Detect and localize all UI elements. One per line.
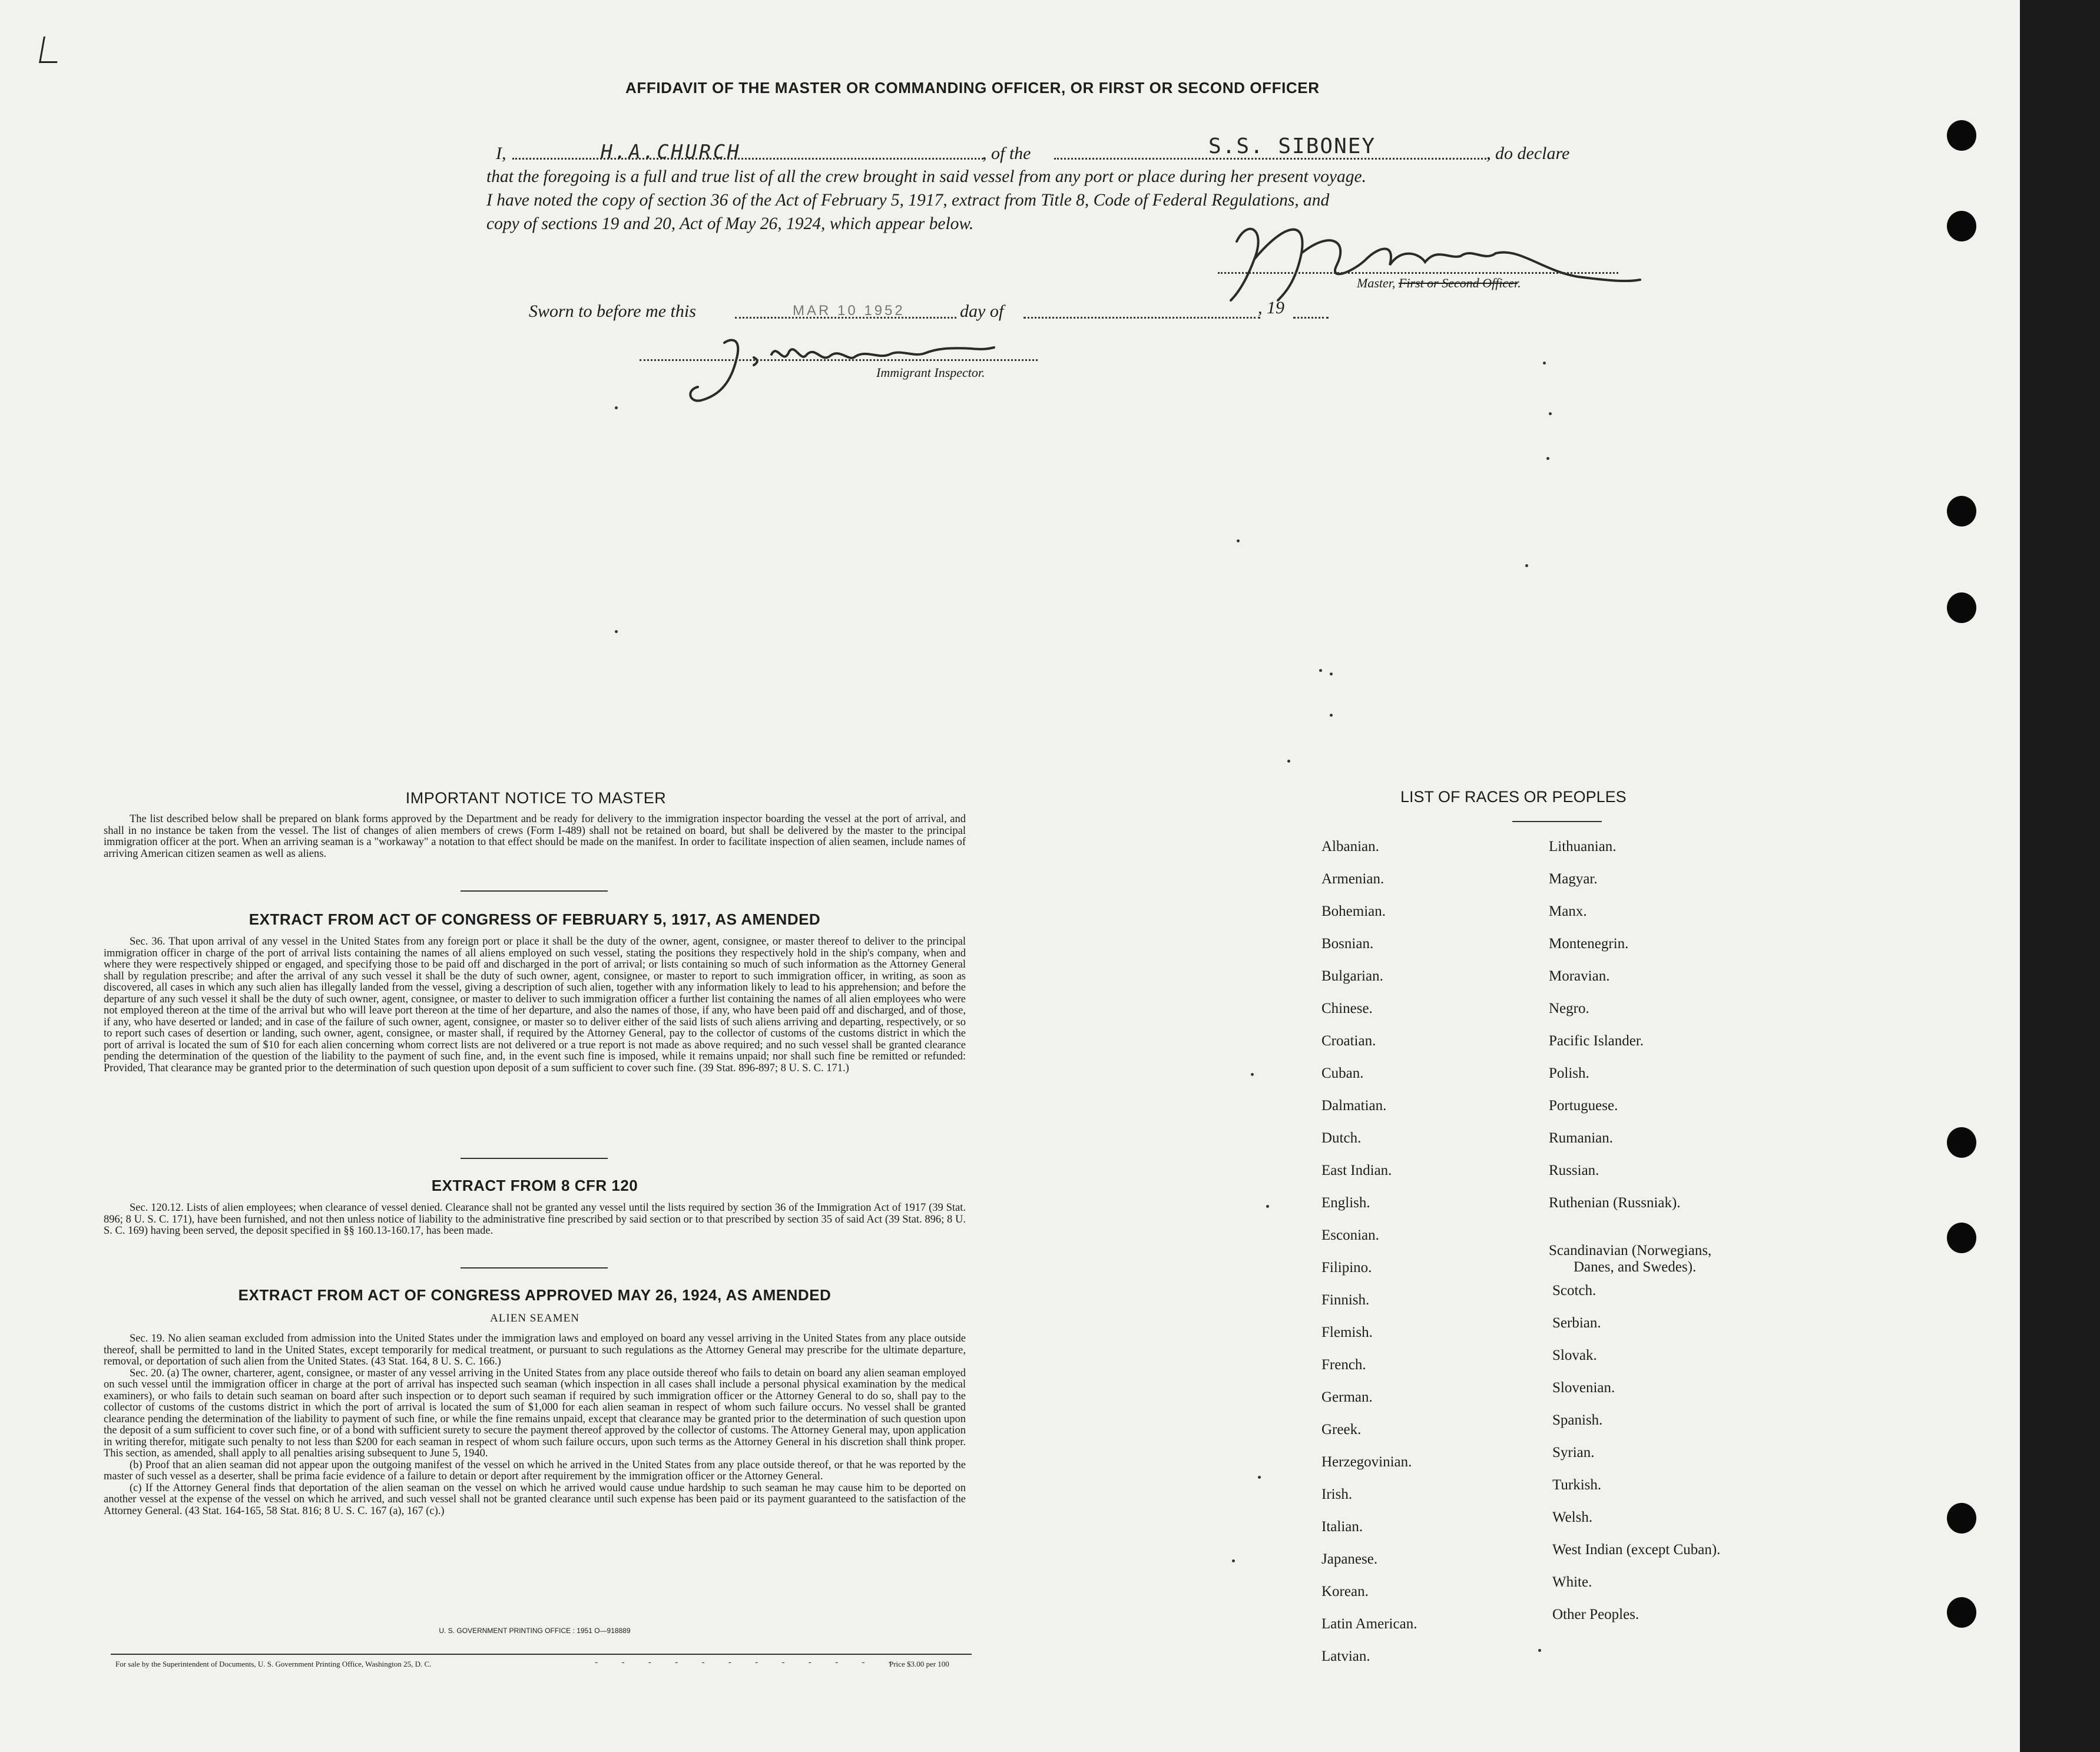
race-item: Manx. [1549,903,1587,919]
race-item: Italian. [1321,1519,1363,1535]
race-item: Scandinavian (Norwegians, [1549,1243,1712,1258]
do-declare-label: , do declare [1486,144,1570,163]
divider [461,1158,608,1159]
race-item: Russian. [1549,1163,1599,1178]
race-item: Latvian. [1321,1648,1370,1664]
alien-seamen-subheading: ALIEN SEAMEN [490,1312,579,1324]
speck [1266,1205,1269,1208]
footer-rule [111,1654,972,1655]
master-signature-image [1213,206,1649,306]
race-item: White. [1552,1574,1592,1590]
caption-struck: First or Second Officer [1398,276,1518,290]
race-item: Croatian. [1321,1033,1376,1049]
race-item: Moravian. [1549,968,1610,984]
inspector-caption: Immigrant Inspector. [876,365,985,380]
speck [1549,412,1552,415]
vessel-name-field[interactable]: S.S. SIBONEY [1208,134,1376,158]
day-of-label: day of [960,302,1004,321]
sec-19: Sec. 19. No alien seaman excluded from admission into the United States under the immigration laws and employed on board any vessel arriving in the United States from any place outside thereof, shall be permitted to land in the United States, except temporarily for medical treatment, or pursuant to such regulations as the Attorney General may prescribe for the ultimate departure, removal, or deportation of such alien from the United States. (43 Stat. 164, 8 U. S. C. 166.) [104,1333,966,1367]
race-item: Scotch. [1552,1283,1596,1299]
notice-heading: IMPORTANT NOTICE TO MASTER [405,789,667,807]
race-item: Negro. [1549,1001,1589,1016]
race-item: Syrian. [1552,1445,1595,1460]
race-item: Bohemian. [1321,903,1386,919]
signature-text [1331,241,1367,250]
extract-1917-body: Sec. 36. That upon arrival of any vessel in the United States from any foreign port or place it shall be the duty of the owner, agent, consignee, or master thereof to deliver to the principal immigration officer in charge of the port of arrival lists containing the names of all aliens employed on such vessel, stating the positions they respectively hold in the ship's company, when and where they were respectively shipped or engaged, and specifying those to be paid off and discharged in the port of arrival; or lists containing so much of such information as the Attorney General shall by regulation prescribe; and after the arrival of any such vessel it shall be the duty of such owner, agent, consignee, or master to report to such immigration officer, in writing, as soon as discovered, all cases in which any such alien has illegally landed from the vessel, giving a description of such alien, together with any information likely to lead to his apprehension; and before the departure of any such vessel it shall be the duty of such owner, agent, consignee, or master to deliver to such immigration officer a further list containing the names of all alien employees who were not employed thereon at the time of the arrival but who will leave port thereon at the time of her departure, and also the names of those, if any, who have been paid off and discharged, and of those, if any, who have deserted or landed; and in case of the failure of such owner, agent, consignee, or master so to deliver either of the said lists of such aliens arriving and departing, respectively, or so to report such cases of desertion or landing, such owner, agent, consignee, or master shall, if required by the Attorney General, pay to the collector of customs of the customs district in which the port of arrival is located the sum of $10 for each alien concerning whom correct lists are not delivered or a true report is not made as above required; and no such vessel shall be granted clearance pending the determination of the question of the liability to the payment of such fine, and, in the event such fine is imposed, while it remains unpaid; nor shall such fine be remitted or refunded: Provided, That clearance may be granted prior to the determination of such question upon deposit of a sum sufficient to cover such fine. (39 Stat. 896-897; 8 U. S. C. 171.) [104,936,966,1074]
race-item: Korean. [1321,1584,1369,1599]
race-item: West Indian (except Cuban). [1552,1542,1721,1558]
divider [461,890,608,892]
race-item: Filipino. [1321,1260,1372,1276]
race-item: Slovak. [1552,1347,1597,1363]
race-item: East Indian. [1321,1163,1392,1178]
punch-hole [1947,1503,1976,1534]
race-item: Montenegrin. [1549,936,1629,952]
speck [1251,1073,1254,1076]
race-item: Pacific Islander. [1549,1033,1644,1049]
race-item: Serbian. [1552,1315,1601,1331]
speck [1319,669,1322,672]
affidavit-line-2: that the foregoing is a full and true list of all the crew brought in said vessel from any port or place during her present voyage. [486,167,1366,186]
year-label: , 19 [1258,298,1284,317]
race-item: Lithuanian. [1549,839,1617,855]
race-item: Chinese. [1321,1001,1373,1016]
sworn-label: Sworn to before me this [529,302,696,321]
race-item: Latin American. [1321,1616,1417,1632]
race-item: Greek. [1321,1422,1362,1438]
race-item: Polish. [1549,1065,1589,1081]
race-item: Ruthenian (Russniak). [1549,1195,1681,1211]
punch-hole [1947,496,1976,526]
printing-office-line: U. S. GOVERNMENT PRINTING OFFICE : 1951 O—918889 [439,1627,631,1635]
extract-1917-heading: EXTRACT FROM ACT OF CONGRESS OF FEBRUARY 5, 1917, AS AMENDED [249,910,821,928]
notice-body: The list described below shall be prepared on blank forms approved by the Department and be ready for delivery to the immigration inspector boarding the vessel at the port of arrival, and shall in no instance be taken from the vessel. The list of changes of alien members of crews (Form I-489) shall not be retained on board, but shall be delivered by the master to the principal immigration officer at the port. When an arriving seaman is a "workaway" a notation to that effect should be made on the manifest. In order to facilitate inspection of alien seamen, include names of arriving American citizen seamen as well as aliens. [104,813,966,860]
race-item: Other Peoples. [1552,1607,1639,1622]
footer-dash-leader: - - - - - - - - - - - - [595,1657,902,1667]
races-heading: LIST OF RACES OR PEOPLES [1400,788,1627,806]
race-item: Japanese. [1321,1551,1378,1567]
affidavit-line-3: I have noted the copy of section 36 of the Act of February 5, 1917, extract from Title 8, Code of Federal Regulations, and [486,191,1330,210]
punch-hole [1947,592,1976,623]
race-item: Esconian. [1321,1227,1379,1243]
race-item: Dutch. [1321,1130,1362,1146]
signature-caption [1357,276,1521,291]
punch-hole [1947,120,1976,151]
sec-20a: Sec. 20. (a) The owner, charterer, agent, consignee, or master of any vessel arriving in the United States from any place outside thereof who fails to detain on board any alien seaman employed on such vessel until the immigration officer in charge at the port of arrival has inspected such seaman (which inspection in all cases shall include a personal physical examination by the medical examiners), or who fails to detain such seaman on board after such inspection or to deport such seaman if required by such immigration officer or the Attorney General to do so, shall pay to the collector of customs of the customs district in which the port of arrival is located the sum of $1,000 for each alien seaman in respect of whom such failure occurs. No vessel shall be granted clearance pending the determination of the liability to payment of such fine, or while the fine remains unpaid, except that clearance may be granted prior to the determination of such question upon the deposit of a sum sufficient to cover such fine, or of a bond with sufficient surety to secure the payment thereof approved by the collector of customs. The Attorney General may, upon application in writing therefor, mitigate such penalty to not less than $200 for each seaman in respect of whom such failure occurs, upon such terms as the Attorney General in his discretion shall think proper. This section, as amended, shall apply to all penalties arising subsequent to June 5, 1940. [104,1367,966,1459]
speck [1287,760,1290,763]
race-item: Turkish. [1552,1477,1602,1493]
speck [1525,564,1528,567]
footer-right: Price $3.00 per 100 [889,1660,949,1668]
race-item: Herzegovinian. [1321,1454,1412,1470]
sec-20b: (b) Proof that an alien seaman did not appear upon the outgoing manifest of the vessel on which he arrived in the United States from any place outside thereof, or that he was reported by the master of such vessel as a deserter, shall be prima facie evidence of a failure to detain or deport after requirement by the immigration officer or the Attorney General. [104,1459,966,1482]
caption-suffix: . [1518,276,1521,290]
caption-prefix: Master, [1357,276,1396,290]
speck [1237,539,1240,542]
extract-1924-heading: EXTRACT FROM ACT OF CONGRESS APPROVED MAY 26, 1924, AS AMENDED [238,1286,832,1304]
of-the-label: , of the [982,144,1031,163]
race-item: French. [1321,1357,1366,1373]
punch-hole [1947,1127,1976,1158]
race-item: Irish. [1321,1486,1353,1502]
speck [615,406,618,409]
affidavit-line-4: copy of sections 19 and 20, Act of May 26, 1924, which appear below. [486,214,974,233]
sworn-date-stamp[interactable]: MAR 10 1952 [793,303,905,319]
punch-hole [1947,1223,1976,1253]
footer-left: For sale by the Superintendent of Documents, U. S. Government Printing Office, Washington 25, D. C. [115,1660,432,1668]
race-item: Bulgarian. [1321,968,1383,984]
i-label: I, [496,144,506,163]
race-item: Armenian. [1321,871,1384,887]
affidavit-heading: AFFIDAVIT OF THE MASTER OR COMMANDING OFFICER, OR FIRST OR SECOND OFFICER [625,79,1320,97]
speck [1258,1476,1261,1479]
cfr-heading: EXTRACT FROM 8 CFR 120 [431,1177,638,1194]
race-item: German. [1321,1389,1373,1405]
race-item: Portuguese. [1549,1098,1618,1114]
race-item: Rumanian. [1549,1130,1614,1146]
punch-hole [1947,211,1976,241]
divider [461,1267,608,1269]
race-item: Dalmatian. [1321,1098,1387,1114]
race-item: Cuban. [1321,1065,1364,1081]
cfr-body: Sec. 120.12. Lists of alien employees; when clearance of vessel denied. Clearance shall not be granted any vessel until the lists required by section 36 of the Immigration Act of 1917 (39 Stat. 896; 8 U. S. C. 171), have been furnished, and not then unless notice of liability to the administrative fine prescribed by said section or to that prescribed by section 35 of said Act (39 Stat. 896; 8 U. S. C. 169) having been served, the deposit specified in §§ 160.13-160.17, has been made. [104,1202,966,1237]
speck [1546,457,1549,460]
races-heading-rule [1512,821,1602,822]
inspector-signature-text [766,347,799,356]
race-item: Flemish. [1321,1324,1373,1340]
speck [1543,362,1546,365]
corner-mark [39,37,62,63]
speck [1330,714,1333,717]
speck [1538,1649,1541,1652]
race-item: English. [1321,1195,1370,1211]
race-item: Danes, and Swedes). [1574,1259,1697,1275]
race-item: Welsh. [1552,1509,1593,1525]
sec-20c: (c) If the Attorney General finds that deportation of the alien seaman on the vessel on which he arrived would cause undue hardship to such seaman he may cause him to be deported on another vessel at the expense of the vessel on which he arrived, and such vessel shall not be granted clearance until such expense has been paid or its payment guaranteed to the satisfaction of the Attorney General. (43 Stat. 164-165, 58 Stat. 816; 8 U. S. C. 167 (a), 167 (c).) [104,1482,966,1517]
speck [1232,1559,1235,1562]
race-item: Slovenian. [1552,1380,1615,1396]
speck [1330,673,1333,675]
race-item: Spanish. [1552,1412,1603,1428]
race-item: Bosnian. [1321,936,1374,952]
master-name-field[interactable]: H.A.CHURCH [601,140,741,163]
race-item: Finnish. [1321,1292,1370,1308]
punch-hole [1947,1597,1976,1628]
race-item: Albanian. [1321,839,1379,855]
speck [615,630,618,633]
race-item: Magyar. [1549,871,1598,887]
